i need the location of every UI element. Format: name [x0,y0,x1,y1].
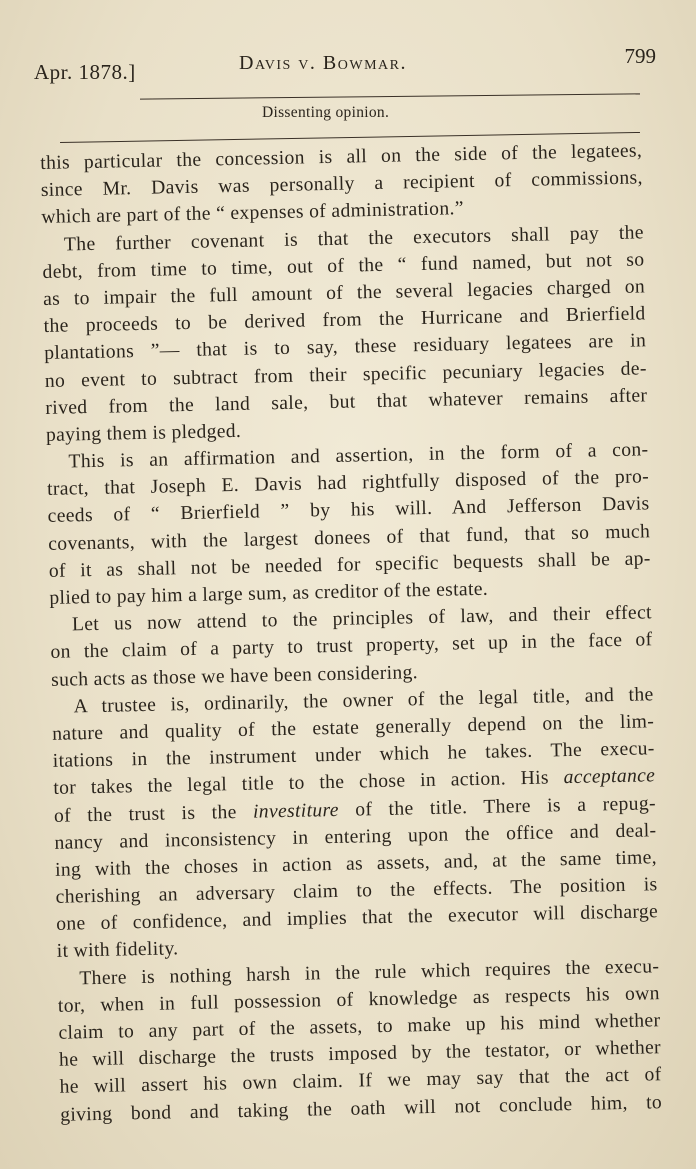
text-line-content: Let us now attend to the principles of law, and their effect [71,602,653,636]
running-head-date: Apr. 1878.] [34,60,136,84]
text-line-content: such acts as those we have been considering. [50,661,419,691]
running-head [34,42,656,84]
text-line-content: which are part of the “ expenses of administration.” [41,198,465,229]
text-line-tail: of the title. There is a repug- [354,792,657,821]
text-line-content: tract, that Joseph E. Davis had rightfully disposed of the pro- [46,466,650,501]
text-line-content: This is an affirmation and assertion, in the form of a con- [68,439,649,473]
text-line-content: as to impair the full amount of the several legacies charged on [42,276,646,310]
running-head-case-title: Davis v. Bowmar. [239,52,407,74]
page-number: 799 [624,44,656,68]
text-line-content: tor takes the legal title to the chose in action. His [53,767,550,800]
text-line-content: of the trust is the [53,801,237,827]
text-line-content: of it as shall not be needed for specific bequests shall be ap- [48,548,651,582]
text-line-content: covenants, with the largest donees of that fund, that so much [48,520,651,555]
text-line-content: plantations ”— that is to say, these residuary legatees are in [44,330,647,365]
text-line-content: giving bond and taking the oath will not conclude him, to [59,1091,663,1126]
text-line-content: debt, from time to time, out of the “ fund named, but not so [42,249,645,283]
opinion-body-text [40,137,662,1128]
text-line-content: ceeds of “ Brierfield ” by his will. And Jefferson Davis [47,493,650,528]
header-rule-upper [140,93,640,99]
text-line-content: the proceeds to be derived from the Hurricane and Brierfield [43,303,646,338]
text-line-content: tor, when in full possession of knowledge as respects his own [57,983,661,1017]
text-line-content: itations in the instrument under which he takes. The execu- [52,738,655,772]
text-line-content: no event to subtract from their specific pecuniary legacies de- [44,357,647,392]
text-line-content: cherishing an adversary claim to the effects. The position is [55,874,658,908]
text-line-content: since Mr. Davis was personally a recipient of commissions, [40,167,643,202]
text-line-content: A trustee is, ordinarily, the owner of the legal title, and the [73,684,654,718]
text-line-content: plied to pay him a large sum, as creditor of the estate. [49,578,489,609]
text-line-content: he will discharge the trusts imposed by the testator, or whether [58,1037,662,1071]
text-line-content: nature and quality of the estate generally depend on the lim- [52,711,655,745]
text-line-content: on the claim of a party to trust property, set up in the face of [50,629,653,664]
section-heading: Dissenting opinion. [262,104,390,121]
text-line-content: paying them is pledged. [45,420,242,446]
text-line-content: There is nothing harsh in the rule which requires the execu- [79,955,660,989]
text-line-content: it with fidelity. [56,938,179,963]
text-line-content: this particular the concession is all on the side of the legatees, [40,140,643,174]
text-line-content: nancy and inconsistency in entering upon the office and deal- [54,819,657,854]
text-line-content: one of confidence, and implies that the executor will discharge [56,901,659,936]
text-line-content: claim to any part of the assets, to make up his mind whether [58,1010,661,1044]
text-line-content: rived from the land sale, but that whatever remains after [45,385,648,419]
text-line-content: ing with the choses in action as assets, and, at the same time, [54,847,658,881]
italic-term: investiture [252,799,340,823]
italic-term: acceptance [563,765,656,789]
text-line-content: he will assert his own claim. If we may say that the act of [59,1064,662,1099]
text-line-content: The further covenant is that the executors shall pay the [63,221,645,256]
